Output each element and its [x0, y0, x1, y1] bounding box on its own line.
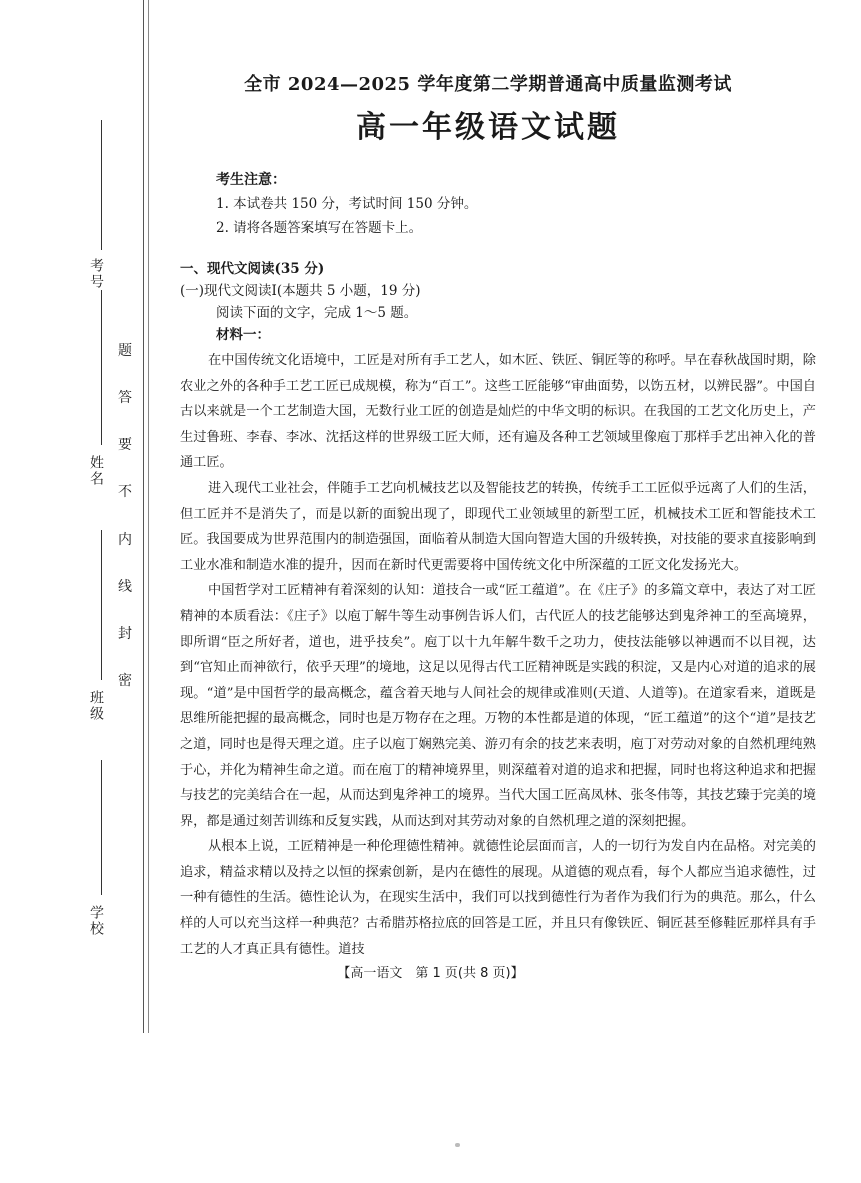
- class-label: 班级: [88, 690, 104, 722]
- notice-item: 1. 本试卷共 150 分，考试时间 150 分钟。: [216, 196, 478, 212]
- school-line: [101, 760, 102, 895]
- part-title: 一、现代文阅读(35 分): [180, 261, 325, 277]
- seal-char: 内: [118, 531, 132, 548]
- material-label: 材料一：: [216, 327, 270, 343]
- notice-item: 2. 请将各题答案填写在答题卡上。: [216, 220, 423, 236]
- notice-heading: 考生注意：: [216, 172, 286, 188]
- instruction: 阅读下面的文字，完成 1～5 题。: [216, 305, 418, 321]
- seal-char: 不: [118, 484, 132, 501]
- seal-char: 密: [118, 672, 132, 689]
- paragraph: 进入现代工业社会，伴随手工艺向机械技艺以及智能技艺的转换，传统手工工匠似乎远离了人们的生活，但工匠并不是消失了，而是以新的面貌出现了，即现代工业领域里的新型工匠，机械技术工匠和智能技术工匠。我国要成为世界范围内的制造强国，面临着从制造大国向智造大国的升级转换，对技能的要求直接影响到工业水准和制造水准的提升，因而在新时代更需要将中国传统文化中所深蕴的工匠文化发扬光大。: [180, 480, 816, 573]
- exam-no-label: 考号: [88, 258, 104, 290]
- seal-char: 要: [118, 437, 132, 454]
- class-line: [101, 530, 102, 680]
- exam-title: 全市 2024—2025 学年度第二学期普通高中质量监测考试: [244, 74, 732, 95]
- paragraph: 从根本上说，工匠精神是一种伦理德性精神。就德性论层面而言，人的一切行为发自内在品格。对完美的追求，精益求精以及持之以恒的探索创新，是内在德性的展现。从道德的观点看，每个人都应当追求德性，过一种有德性的生活。德性论认为，在现实生活中，我们可以找到德性行为者作为我们行为的典范。那么，什么样的人可以充当这样一种典范？古希腊苏格拉底的回答是工匠，并且只有像铁匠、铜匠甚至修鞋匠那样具有手工艺的人才真正具有德性。道技: [180, 839, 816, 957]
- sub-title: (一)现代文阅读Ⅰ(本题共 5 小题，19 分): [180, 283, 421, 299]
- page-footer: 【高一语文 第 1 页(共 8 页)】: [337, 966, 524, 981]
- reading-section: [180, 258, 816, 346]
- school-label: 学校: [88, 905, 104, 937]
- seal-char: 题: [118, 343, 132, 359]
- seal-char: 封: [118, 625, 132, 642]
- exam-no-line: [101, 120, 102, 250]
- exam-page-content: [180, 70, 816, 962]
- paragraph: 在中国传统文化语境中，工匠是对所有手工艺人，如木匠、铁匠、铜匠等的称呼。早在春秋战国时期，除农业之外的各种手工艺工匠已成规模，称为“百工”。这些工匠能够“审曲面势，以饬五材，以辨民器”。中国自古以来就是一个工艺制造大国，无数行业工匠的创造是灿烂的中华文明的标识。在我国的工艺文化历史上，产生过鲁班、李春、李冰、沈括这样的世界级工匠大师，还有遍及各种工艺领域里像庖丁那样手艺出神入化的普通工匠。: [180, 353, 816, 471]
- material-text: [180, 348, 816, 962]
- candidate-notice: [216, 168, 816, 240]
- binding-line-inner: [148, 0, 149, 1033]
- seal-char: 答: [118, 390, 132, 407]
- exam-subject-title: 高一年级语文试题: [356, 110, 620, 145]
- seal-char: 线: [118, 578, 132, 595]
- binding-line-outer: [143, 0, 144, 1033]
- name-line: [101, 290, 102, 445]
- name-label: 姓名: [88, 455, 104, 487]
- seal-line-notice: [114, 340, 136, 690]
- paragraph: 中国哲学对工匠精神有着深刻的认知：道技合一或“匠工蕴道”。在《庄子》的多篇文章中，表达了对工匠精神的本质看法：《庄子》以庖丁解牛等生动事例告诉人们，古代匠人的技艺能够达到鬼斧神工的至高境界，即所谓“臣之所好者，道也，进乎技矣”。庖丁以十九年解牛数千之功力，使技法能够以神遇而不以目视，达到“官知止而神欲行，依乎天理”的境地，这足以见得古代工匠精神既是实践的积淀，又是内心对道的追求的展现。“道”是中国哲学的最高概念，蕴含着天地与人间社会的规律或准则(天道、人道等)。在道家看来，道既是思维所能把握的最高概念，同时也是万物存在之理。万物的本性都是道的体现，“匠工蕴道”的这个“道”是技艺之道，同时也是得天理之道。庄子以庖丁娴熟完美、游刃有余的技艺来表明，庖丁对劳动对象的自然机理纯熟于心，并化为精神生命之道。而在庖丁的精神境界里，则深蕴着对道的追求和把握，同时也将这种追求和把握与技艺的完美结合在一起，从而达到鬼斧神工的境界。当代大国工匠高凤林、张冬伟等，其技艺臻于完美的境界，都是通过刻苦训练和反复实践，从而达到对其劳动对象的自然机理之道的深刻把握。: [180, 583, 816, 829]
- scan-speck: [455, 1143, 460, 1147]
